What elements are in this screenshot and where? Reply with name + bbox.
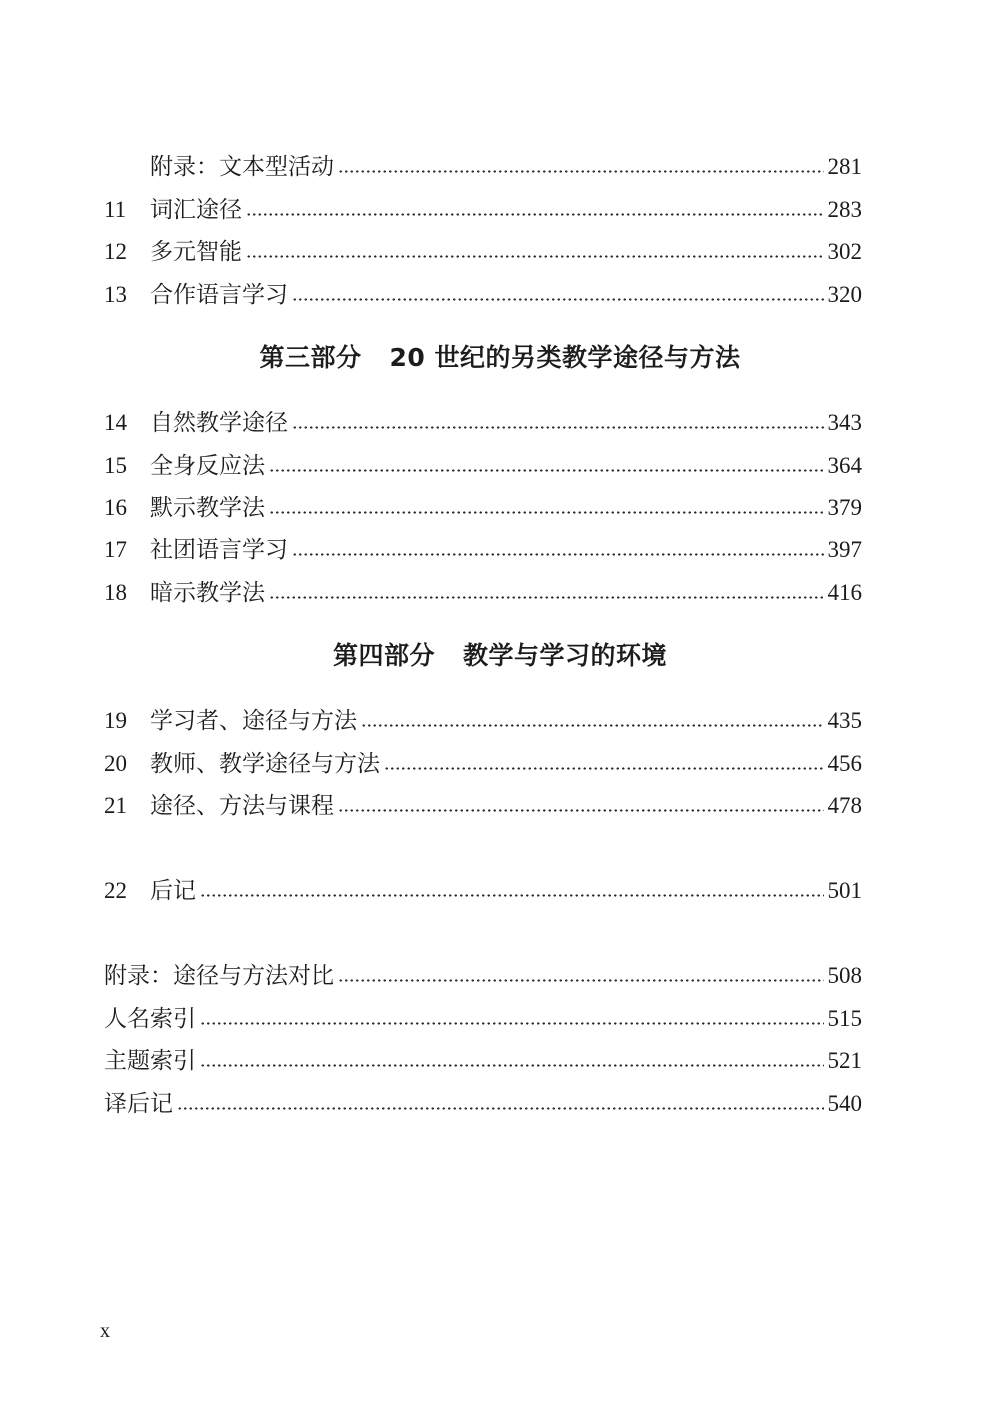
part-title: 教学与学习的环境 <box>463 641 668 670</box>
dot-leader <box>200 1064 824 1067</box>
entry-title: 学习者、途径与方法 <box>150 708 357 734</box>
part-label: 第三部分 <box>259 343 362 372</box>
page-number: 456 <box>827 751 862 776</box>
chapter-number: 14 <box>104 410 127 435</box>
toc-entry-chapter-15[interactable] <box>104 446 862 480</box>
page-folio: x <box>100 1320 110 1342</box>
page-number: 281 <box>827 154 862 179</box>
toc-entry-subject-index[interactable] <box>104 1041 862 1075</box>
chapter-number: 13 <box>104 282 127 307</box>
entry-title: 默示教学法 <box>150 495 265 521</box>
chapter-number: 17 <box>104 537 127 562</box>
dot-leader <box>246 255 824 258</box>
toc-entry-translator-postscript[interactable] <box>104 1084 862 1118</box>
dot-leader <box>292 426 824 429</box>
chapter-number: 19 <box>104 708 127 733</box>
page-number: 320 <box>827 282 862 307</box>
toc-entry-chapter-16[interactable] <box>104 488 862 522</box>
toc-entry-appendix-comparison[interactable] <box>104 956 862 990</box>
dot-leader <box>200 1022 824 1025</box>
part-label: 第四部分 <box>332 641 435 670</box>
toc-entry-chapter-18[interactable] <box>104 573 862 607</box>
dot-leader <box>177 1107 824 1110</box>
entry-title: 暗示教学法 <box>150 580 265 606</box>
page-number: 540 <box>827 1091 862 1116</box>
toc-entry-chapter-19[interactable] <box>104 701 862 735</box>
toc-entry-chapter-17[interactable] <box>104 530 862 564</box>
page-number: 501 <box>827 878 862 903</box>
page-number: 478 <box>827 793 862 818</box>
page-number: 508 <box>827 963 862 988</box>
entry-title: 附录：途径与方法对比 <box>104 963 334 989</box>
page-number: 302 <box>827 239 862 264</box>
chapter-number: 18 <box>104 580 127 605</box>
page-number: 515 <box>827 1006 862 1031</box>
toc-entry-appendix-text-activities[interactable] <box>104 147 862 181</box>
page-number: 343 <box>827 410 862 435</box>
dot-leader <box>384 767 824 770</box>
entry-title: 合作语言学习 <box>150 282 288 308</box>
part-title: 20 世纪的另类教学途径与方法 <box>389 343 741 372</box>
chapter-number: 22 <box>104 878 127 903</box>
entry-title: 全身反应法 <box>150 453 265 479</box>
part-3-heading <box>0 340 1000 376</box>
toc-entry-chapter-22[interactable] <box>104 871 862 905</box>
toc-entry-chapter-13[interactable] <box>104 275 862 309</box>
page-number: 379 <box>827 495 862 520</box>
entry-title: 附录：文本型活动 <box>150 154 334 180</box>
dot-leader <box>338 979 824 982</box>
dot-leader <box>338 170 824 173</box>
page-number: 283 <box>827 197 862 222</box>
entry-title: 词汇途径 <box>150 197 242 223</box>
entry-title: 多元智能 <box>150 239 242 265</box>
chapter-number: 20 <box>104 751 127 776</box>
part-4-heading <box>0 638 1000 674</box>
chapter-number: 15 <box>104 453 127 478</box>
dot-leader <box>269 511 824 514</box>
dot-leader <box>269 596 824 599</box>
entry-title: 途径、方法与课程 <box>150 793 334 819</box>
page-number: 397 <box>827 537 862 562</box>
entry-title: 社团语言学习 <box>150 537 288 563</box>
toc-entry-name-index[interactable] <box>104 999 862 1033</box>
page-number: 364 <box>827 453 862 478</box>
entry-title: 人名索引 <box>104 1006 196 1032</box>
toc-entry-chapter-21[interactable] <box>104 786 862 820</box>
toc-entry-chapter-14[interactable] <box>104 403 862 437</box>
dot-leader <box>200 894 824 897</box>
dot-leader <box>338 809 824 812</box>
dot-leader <box>246 213 824 216</box>
entry-title: 主题索引 <box>104 1048 196 1074</box>
dot-leader <box>292 553 824 556</box>
page-number: 416 <box>827 580 862 605</box>
chapter-number: 12 <box>104 239 127 264</box>
dot-leader <box>361 724 824 727</box>
dot-leader <box>269 469 824 472</box>
entry-title: 教师、教学途径与方法 <box>150 751 380 777</box>
entry-title: 自然教学途径 <box>150 410 288 436</box>
page-number: 435 <box>827 708 862 733</box>
dot-leader <box>292 298 824 301</box>
page-number: 521 <box>827 1048 862 1073</box>
entry-title: 后记 <box>150 878 196 904</box>
toc-entry-chapter-11[interactable] <box>104 190 862 224</box>
chapter-number: 21 <box>104 793 127 818</box>
toc-entry-chapter-12[interactable] <box>104 232 862 266</box>
chapter-number: 11 <box>104 197 127 222</box>
chapter-number: 16 <box>104 495 127 520</box>
entry-title: 译后记 <box>104 1091 173 1117</box>
toc-entry-chapter-20[interactable] <box>104 744 862 778</box>
